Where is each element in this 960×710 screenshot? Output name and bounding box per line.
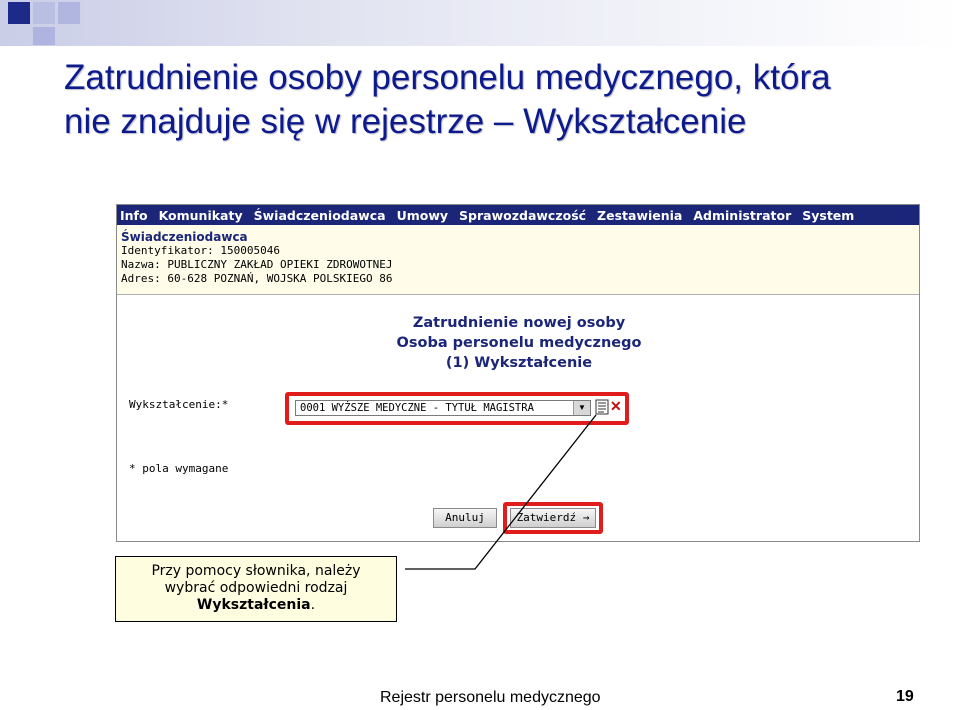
confirm-button-highlight (503, 502, 603, 534)
app-screenshot (116, 204, 920, 542)
form-heading-line: (1) Wykształcenie (445, 355, 593, 371)
menu-item-komunikaty[interactable]: Komunikaty (158, 207, 243, 223)
slide-footer: Rejestr personelu medycznego (380, 689, 601, 706)
provider-name: Nazwa: PUBLICZNY ZAKŁAD OPIEKI ZDROWOTNEJ (121, 258, 393, 271)
decor-square (33, 27, 55, 45)
clear-icon[interactable]: ✕ (610, 398, 622, 414)
form-heading-line: Zatrudnienie nowej osoby (412, 315, 626, 331)
callout-line (116, 597, 396, 614)
decor-square (58, 2, 80, 24)
slide-title (64, 56, 944, 144)
cancel-button[interactable]: Anuluj (433, 508, 497, 528)
provider-id: Identyfikator: 150005046 (121, 244, 280, 257)
menu-item-zestawienia[interactable]: Zestawienia (597, 207, 683, 223)
slide-title-line: Zatrudnienie osoby personelu medycznego, która (64, 58, 831, 97)
provider-heading: Świadczeniodawca (121, 230, 248, 244)
confirm-button[interactable]: Zatwierdź → (510, 508, 596, 528)
provider-info-panel (117, 225, 919, 295)
provider-address: Adres: 60-628 POZNAŃ, WOJSKA POLSKIEGO 86 (121, 272, 393, 285)
slide-title-line: nie znajduje się w rejestrze – Wykształcenie (64, 102, 747, 141)
callout-period: . (310, 597, 316, 613)
menu-item-swiadczeniodawca[interactable]: Świadczeniodawca (253, 207, 386, 223)
callout-bold-term: Wykształcenia (196, 597, 311, 613)
dropdown-arrow-icon[interactable]: ▼ (573, 401, 590, 415)
decor-square (33, 2, 55, 24)
menu-item-administrator[interactable]: Administrator (693, 207, 792, 223)
slide-top-bar (0, 0, 960, 46)
decor-square (8, 2, 30, 24)
form-heading-line: Osoba personelu medycznego (396, 335, 642, 351)
menu-item-info[interactable]: Info (120, 207, 148, 223)
menu-item-system[interactable]: System (802, 207, 855, 223)
required-fields-note: * pola wymagane (129, 462, 229, 475)
dictionary-icon[interactable] (595, 399, 609, 415)
education-select[interactable] (295, 400, 591, 416)
menu-item-sprawozdawczosc[interactable]: Sprawozdawczość (459, 207, 587, 223)
main-menu (117, 205, 919, 225)
menu-item-umowy[interactable]: Umowy (396, 207, 449, 223)
education-field-label: Wykształcenie:* (129, 398, 229, 411)
callout-line: wybrać odpowiedni rodzaj (164, 580, 348, 596)
callout-box (115, 556, 397, 622)
education-select-value: 0001 WYŻSZE MEDYCZNE - TYTUŁ MAGISTRA (300, 402, 534, 414)
form-heading (117, 313, 919, 373)
callout-line: Przy pomocy słownika, należy (151, 563, 361, 579)
education-select-highlight (285, 392, 629, 425)
page-number: 19 (896, 688, 914, 705)
